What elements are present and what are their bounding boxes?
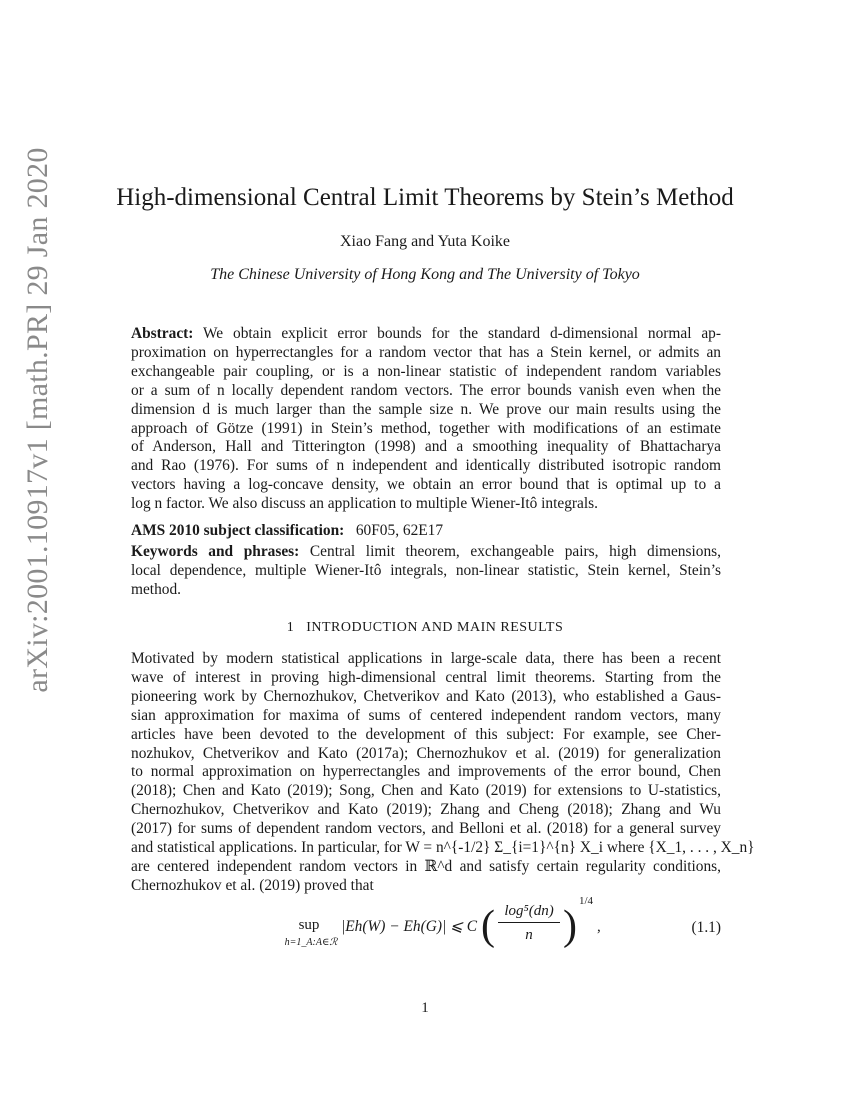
paragraph-line: Chernozhukov, Chetverikov and Kato (2019); Zhang and Cheng (2018); Zhang and Wu [131,801,721,819]
equation-sup: sup [298,917,320,933]
paragraph-line: (2018); Chen and Kato (2019); Song, Chen and Kato (2019) for extensions to U-statistics, [131,782,721,800]
equation-comma: , [597,919,601,935]
ams-classification [131,522,721,541]
paragraph-line: pioneering work by Chernozhukov, Chetverikov and Kato (2013), who established a Gaus- [131,687,721,705]
ams-label: AMS 2010 subject classification: [131,522,345,539]
paragraph-line: articles have been devoted to the development of this subject: For example, see Cher- [131,725,721,743]
equation-body: |Eh(W) − Eh(G)| ⩽ C [341,918,478,935]
paragraph-line: Motivated by modern statistical applications in large-scale data, there has been a recent [131,650,721,667]
keywords-label: Keywords and phrases: [131,543,300,560]
abstract-line: log n factor. We also discuss an application to multiple Wiener-Itô integrals. [131,495,598,513]
ams-value: 60F05, 62E17 [355,522,444,539]
abstract-line: or a sum of n locally dependent random vectors. The error bounds vanish even when the [131,381,721,399]
abstract-line: of Anderson, Hall and Titterington (1998) and a smoothing inequality of Bhattacharya [131,438,721,456]
equation-fraction [498,903,560,944]
keywords-line: local dependence, multiple Wiener-Itô integrals, non-linear statistic, Stein kernel, Stein’s [131,561,721,579]
paper-authors: Xiao Fang and Yuta Koike [339,233,511,250]
abstract-label: Abstract: [131,325,194,342]
paragraph-line: nozhukov, Chetverikov and Kato (2017a); Chernozhukov et al. (2019) for generalization [131,744,721,762]
keywords [131,543,721,600]
intro-paragraph [131,650,755,896]
equation-right-paren: ) [563,903,577,949]
abstract-line: vectors having a log-concave density, we obtain an error bound that is optimal up to a [131,476,721,494]
paragraph-line: Chernozhukov et al. (2019) proved that [131,876,374,894]
page-number: 1 [421,1000,429,1016]
equation-denominator: n [525,927,533,943]
paragraph-line: to normal approximation on hyperrectangles and improvements of the error bound, Chen [131,763,721,781]
abstract-line: exchangeable pair coupling, or is a non-linear statistic of independent random variables [131,362,721,380]
paragraph-line: wave of interest in proving high-dimensional central limit theorems. Starting from the [131,668,721,686]
arxiv-identifier: arXiv:2001.10917v1 [math.PR] 29 Jan 2020 [21,147,54,693]
arxiv-sidebar-stamp [8,140,68,700]
paper-title: High-dimensional Central Limit Theorems by Stein’s Method [116,184,734,211]
paragraph-line: and statistical applications. In particular, for W = n^{-1/2} Σ_{i=1}^{n} X_i where {X_1, . . . , X_n} [131,839,755,857]
paragraph-line: are centered independent random vectors in ℝ^d and satisfy certain regularity conditions, [131,857,721,875]
section-heading [0,620,850,636]
abstract-line: approach of Götze (1991) in Stein’s method, together with modifications of an estimate [131,419,721,437]
keywords-line: Keywords and phrases: Central limit theorem, exchangeable pairs, high dimensions, [131,543,721,560]
paragraph-line: sian approximation for maxima of sums of centered independent random vectors, many [131,706,721,724]
equation-1-1 [131,895,721,965]
keywords-line: method. [131,580,182,598]
paper-affiliation: The Chinese University of Hong Kong and The University of Tokyo [210,266,640,283]
equation-exponent: 1/4 [579,895,594,907]
equation-number: (1.1) [691,919,721,936]
abstract-line: and Rao (1976). For sums of n independent and identically distributed isotropic random [131,457,721,475]
abstract-line: proximation on hyperrectangles for a random vector that has a Stein kernel, or admits an [131,343,721,361]
section-number: 1 [286,620,295,635]
equation-left-paren: ( [481,903,495,949]
section-title: INTRODUCTION AND MAIN RESULTS [306,620,564,635]
equation-numerator: log⁵(dn) [498,903,560,923]
abstract-line: Abstract: We obtain explicit error bounds for the standard d-dimensional normal ap- [131,325,721,342]
abstract-line: dimension d is much larger than the sample size n. We prove our main results using the [131,400,721,418]
abstract [131,325,721,514]
equation-subscript: h=1_A:A∈ℛ [284,937,338,948]
paragraph-line: (2017) for sums of dependent random vectors, and Belloni et al. (2018) for a general survey [131,820,721,838]
